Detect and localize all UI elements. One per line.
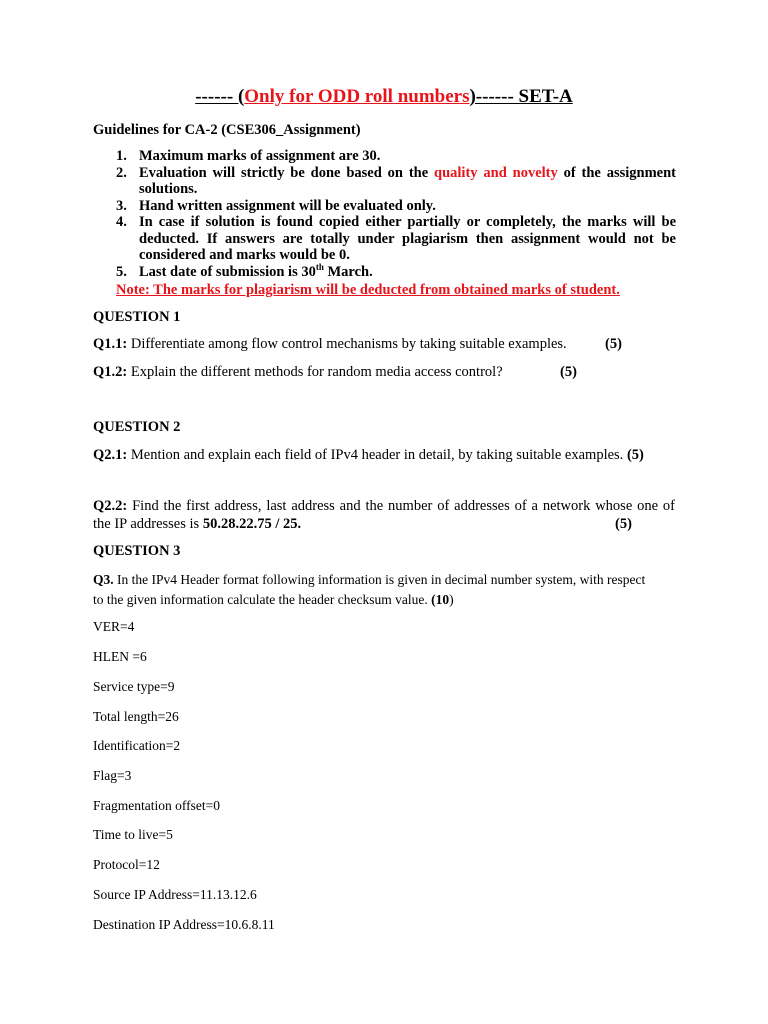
question-text: Find the first address, last address and the number of addresses of a network whose one of the IP addresses is: [93, 498, 675, 532]
question-2-heading: QUESTION 2: [93, 419, 181, 435]
question-1-1: [93, 335, 693, 353]
guideline-text-pre: Last date of submission is 30: [139, 263, 316, 280]
question-marks: (5): [605, 336, 622, 352]
guideline-text-post: of the assignment solutions.: [139, 164, 677, 197]
header-field: Flag=3: [93, 768, 132, 783]
guideline-number: 5.: [116, 263, 127, 280]
guideline-superscript: th: [315, 261, 324, 272]
header-field: Protocol=12: [93, 857, 160, 872]
guideline-item: [116, 214, 676, 264]
header-field: Destination IP Address=10.6.8.11: [93, 917, 275, 932]
guideline-item: [116, 165, 676, 198]
header-field: Source IP Address=11.13.12.6: [93, 887, 257, 902]
header-field: Time to live=5: [93, 827, 173, 842]
question-label: Q3.: [93, 572, 114, 587]
question-text: Differentiate among flow control mechanisms by taking suitable examples.: [127, 336, 567, 352]
title-suffix: )------ SET-A: [469, 86, 573, 107]
question-3-heading: QUESTION 3: [93, 543, 181, 559]
question-text: Explain the different methods for random media access control?: [127, 364, 503, 380]
title-prefix: ------ (: [195, 86, 245, 107]
guideline-text-post: March.: [323, 263, 373, 280]
question-1-heading: QUESTION 1: [93, 309, 181, 325]
guidelines-list: [116, 148, 676, 280]
header-field: Fragmentation offset=0: [93, 798, 220, 813]
guideline-text-pre: Evaluation will strictly be done based on the: [139, 164, 435, 181]
guidelines-heading: Guidelines for CA-2 (CSE306_Assignment): [93, 122, 361, 138]
guideline-item: [116, 261, 676, 281]
title-highlight: Only for ODD roll numbers: [244, 86, 470, 107]
question-marks: (5): [626, 447, 644, 463]
question-2-1: [93, 446, 675, 464]
guideline-number: 1.: [116, 148, 127, 164]
guideline-text: Maximum marks of assignment are 30.: [139, 148, 381, 164]
question-3: [93, 570, 653, 610]
marks-value: 10: [435, 592, 450, 607]
question-label: Q2.2:: [93, 498, 128, 514]
guideline-highlight: quality and novelty: [434, 164, 558, 181]
question-marks: (5): [615, 516, 632, 532]
page-title: [0, 86, 768, 108]
header-field: Identification=2: [93, 738, 181, 753]
question-label: Q2.1:: [93, 447, 128, 463]
question-label: Q1.2:: [93, 364, 128, 380]
guideline-item: [116, 148, 676, 165]
header-field: Service type=9: [93, 679, 175, 694]
question-label: Q1.1:: [93, 336, 128, 352]
guideline-number: 4.: [116, 214, 127, 230]
guideline-item: [116, 198, 676, 215]
guideline-number: 2.: [116, 164, 127, 181]
guideline-text: Hand written assignment will be evaluated only.: [139, 197, 436, 214]
question-2-2: [93, 497, 675, 533]
guideline-number: 3.: [116, 197, 127, 214]
ip-address: 50.28.22.75 / 25.: [202, 516, 302, 532]
marks-open: (: [431, 592, 436, 607]
question-marks: (5): [560, 364, 577, 380]
plagiarism-note: Note: The marks for plagiarism will be deducted from obtained marks of student.: [116, 282, 620, 298]
question-text: In the IPv4 Header format following information is given in decimal number system, with respect to the given information calculate the header checksum value.: [93, 572, 646, 607]
header-field: VER=4: [93, 619, 135, 634]
marks-close: ): [449, 592, 454, 607]
guideline-text: In case if solution is found copied either partially or completely, the marks will be deducted. If answers are totally under plagiarism then assignment would not be considered and marks would be 0.: [139, 214, 676, 263]
question-text: Mention and explain each field of IPv4 header in detail, by taking suitable examples.: [127, 447, 624, 463]
question-1-2: [93, 363, 693, 381]
header-field: HLEN =6: [93, 649, 147, 664]
header-field: Total length=26: [93, 709, 179, 724]
